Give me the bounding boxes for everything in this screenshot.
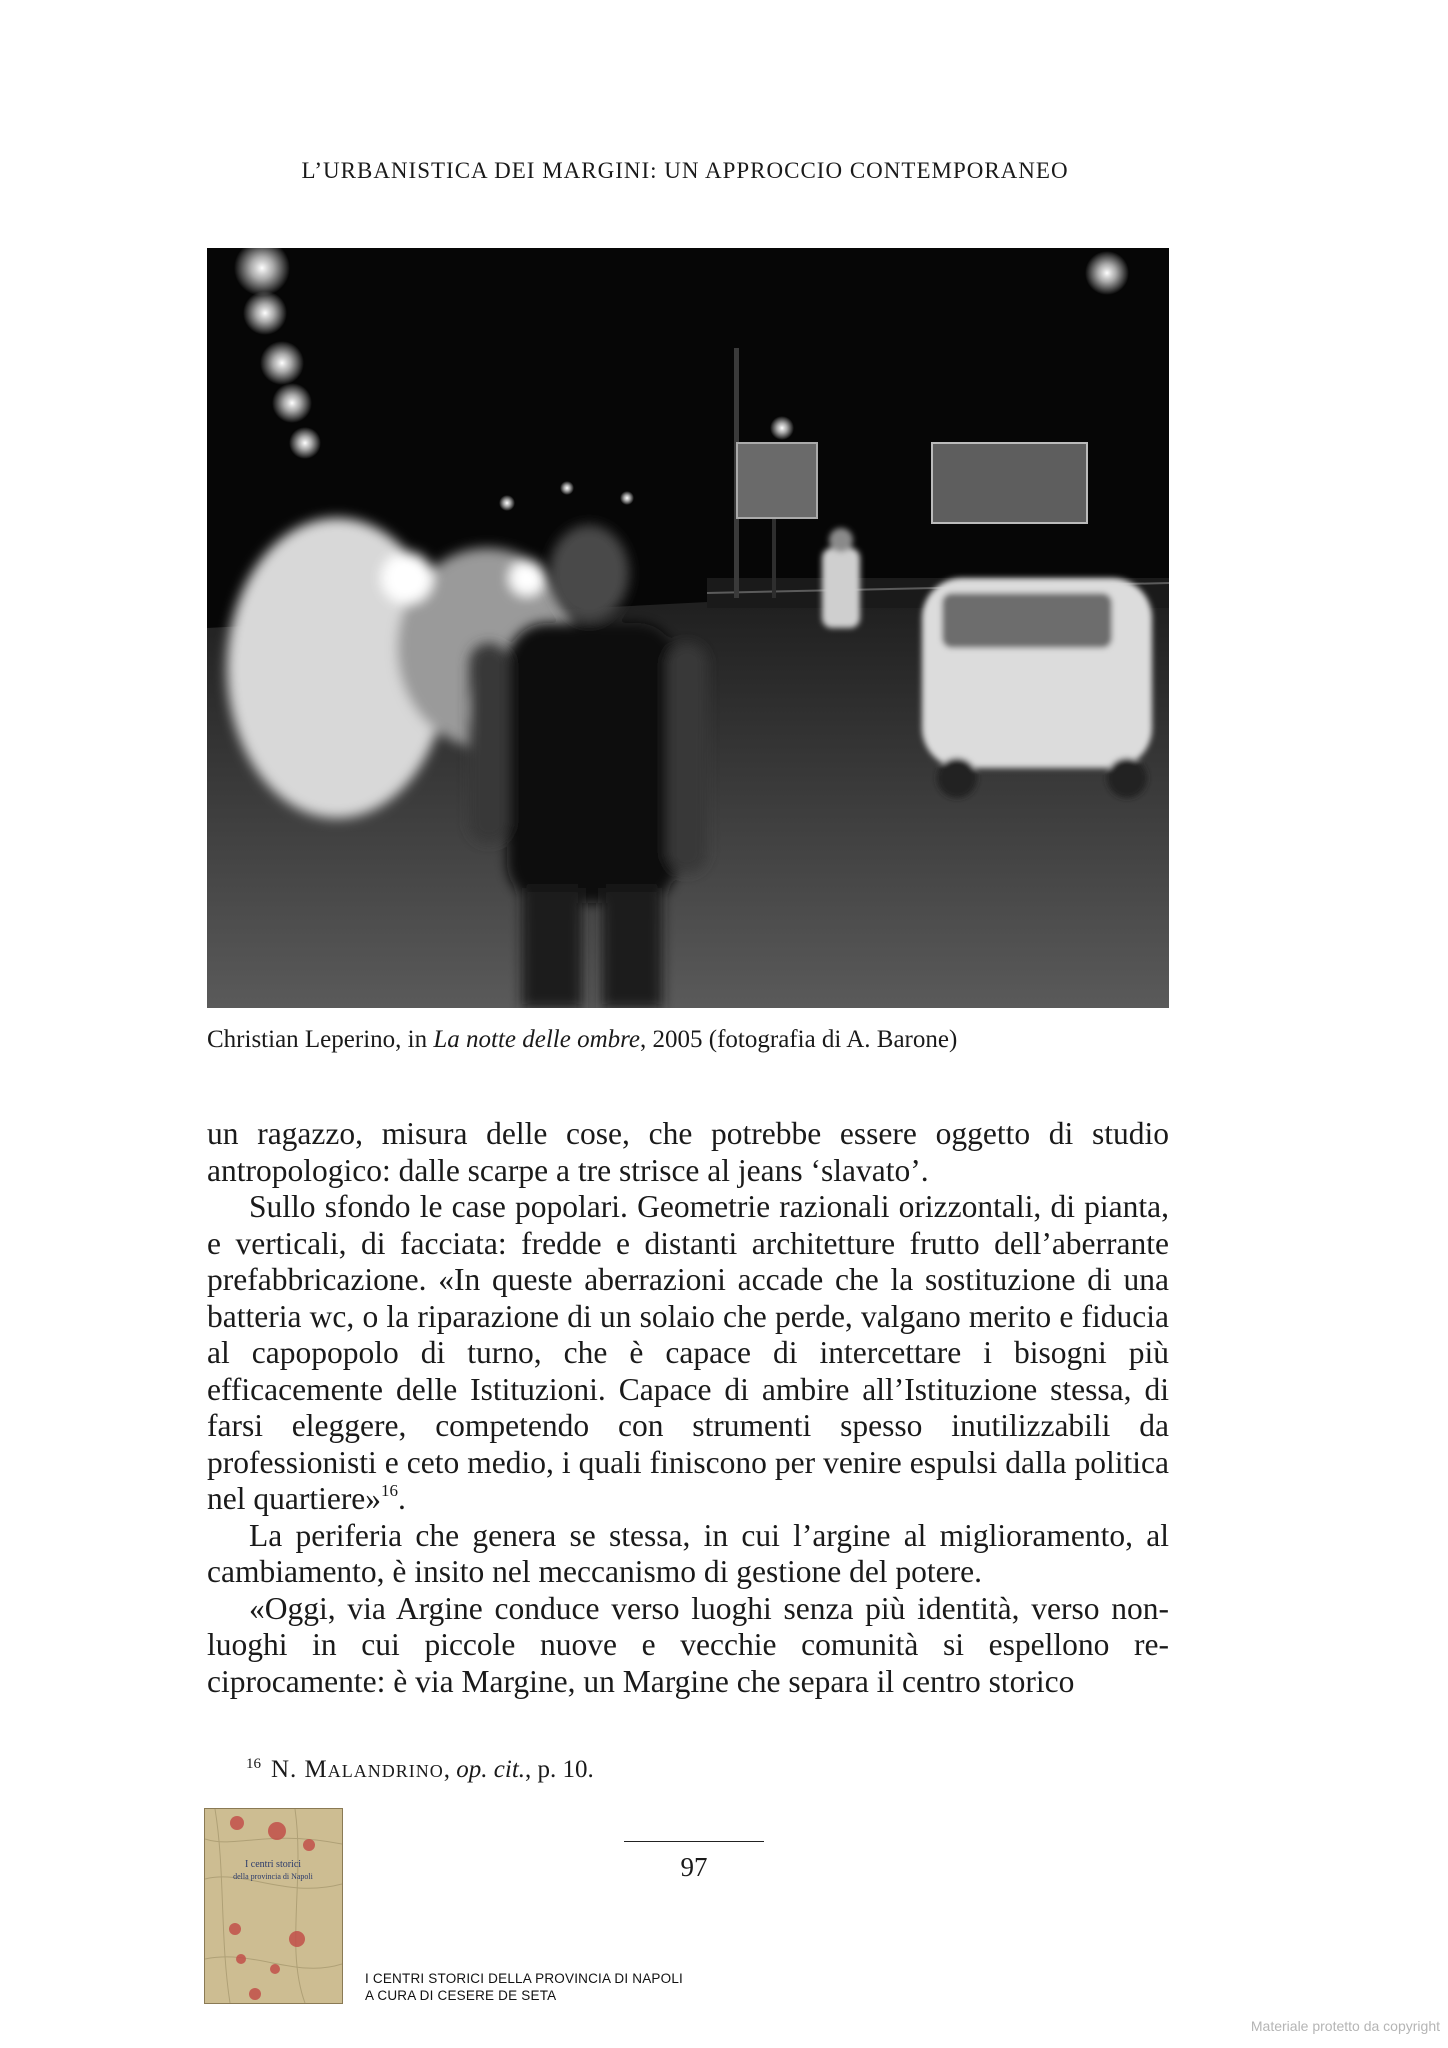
body-text	[207, 1116, 1169, 1700]
footnote-number: 16	[246, 1756, 261, 1772]
caption-suffix: , 2005 (fotografia di A. Barone)	[640, 1026, 958, 1053]
page-number: 97	[680, 1852, 708, 1882]
footnote	[246, 1756, 594, 1784]
running-head: L’URBANISTICA DEI MARGINI: UN APPROCCIO CONTEMPORANEO	[301, 158, 1069, 183]
caption-work-title: La notte delle ombre	[433, 1026, 641, 1053]
book-cover-thumbnail[interactable]	[204, 1808, 343, 2004]
footnote-page: , p. 10.	[525, 1756, 594, 1783]
caption-prefix: Christian Leperino, in	[207, 1026, 434, 1053]
night-street-photo	[207, 248, 1169, 1008]
paragraph-1: un ragazzo, misura delle cose, che potrebbe essere oggetto di studio antropologico: dalle scarpe a tre strisce al jeans ‘slavato’.	[207, 1116, 1169, 1188]
paragraph-4: «Oggi, via Argine conduce verso luoghi senza più identità, verso non-luoghi in cui piccole nuove e vecchie comunità si espellono reciprocamente: è via Margine, un Margine che separa il centro storico	[207, 1590, 1169, 1699]
paragraph-2	[207, 1189, 1169, 1518]
cover-title-line-2: della provincia di Napoli	[233, 1872, 313, 1881]
footnote-separator: ,	[443, 1756, 457, 1783]
footnote-author: N. Malandrino	[271, 1756, 444, 1783]
book-credit-title: I CENTRI STORICI DELLA PROVINCIA DI NAPOLI	[365, 1971, 683, 1986]
page-number-rule	[624, 1841, 764, 1842]
paragraph-3: La periferia che genera se stessa, in cui l’argine al miglioramento, al cambiamento, è insito nel meccanismo di gestione del potere.	[207, 1517, 1169, 1589]
paragraph-2-text: Sullo sfondo le case popolari. Geometrie razionali orizzontali, di pianta, e verticali, di facciata: fredde e distanti architetture frutto dell’aberrante prefabbricazione. «In queste aberrazioni accade che la sostituzione di una batteria wc, o la riparazione di un solaio che perde, valgano merito e fiducia al capopopolo di turno, che è capace di intercettare i bisogni più efficacemente delle Istituzioni. Capace di ambire all’Istituzione stessa, di farsi eleggere, competendo con strumenti spesso inutilizzabili da professionisti e ceto medio, i quali finiscono per venire espulsi dalla politica nel quartiere»	[207, 1189, 1169, 1516]
book-credit	[365, 1970, 683, 2004]
figure-photo	[207, 248, 1169, 1008]
figure-caption	[207, 1026, 1169, 1054]
book-credit-editor: A CURA DI CESERE DE SETA	[365, 1988, 557, 2003]
copyright-watermark: Materiale protetto da copyright	[1250, 2018, 1440, 2034]
map-cover-image	[205, 1809, 342, 2003]
cover-title-line-1: I centri storici	[244, 1859, 302, 1870]
paragraph-2-tail: .	[398, 1481, 406, 1516]
footnote-work: op. cit.	[456, 1756, 526, 1783]
footnote-reference[interactable]: 16	[381, 1481, 399, 1500]
